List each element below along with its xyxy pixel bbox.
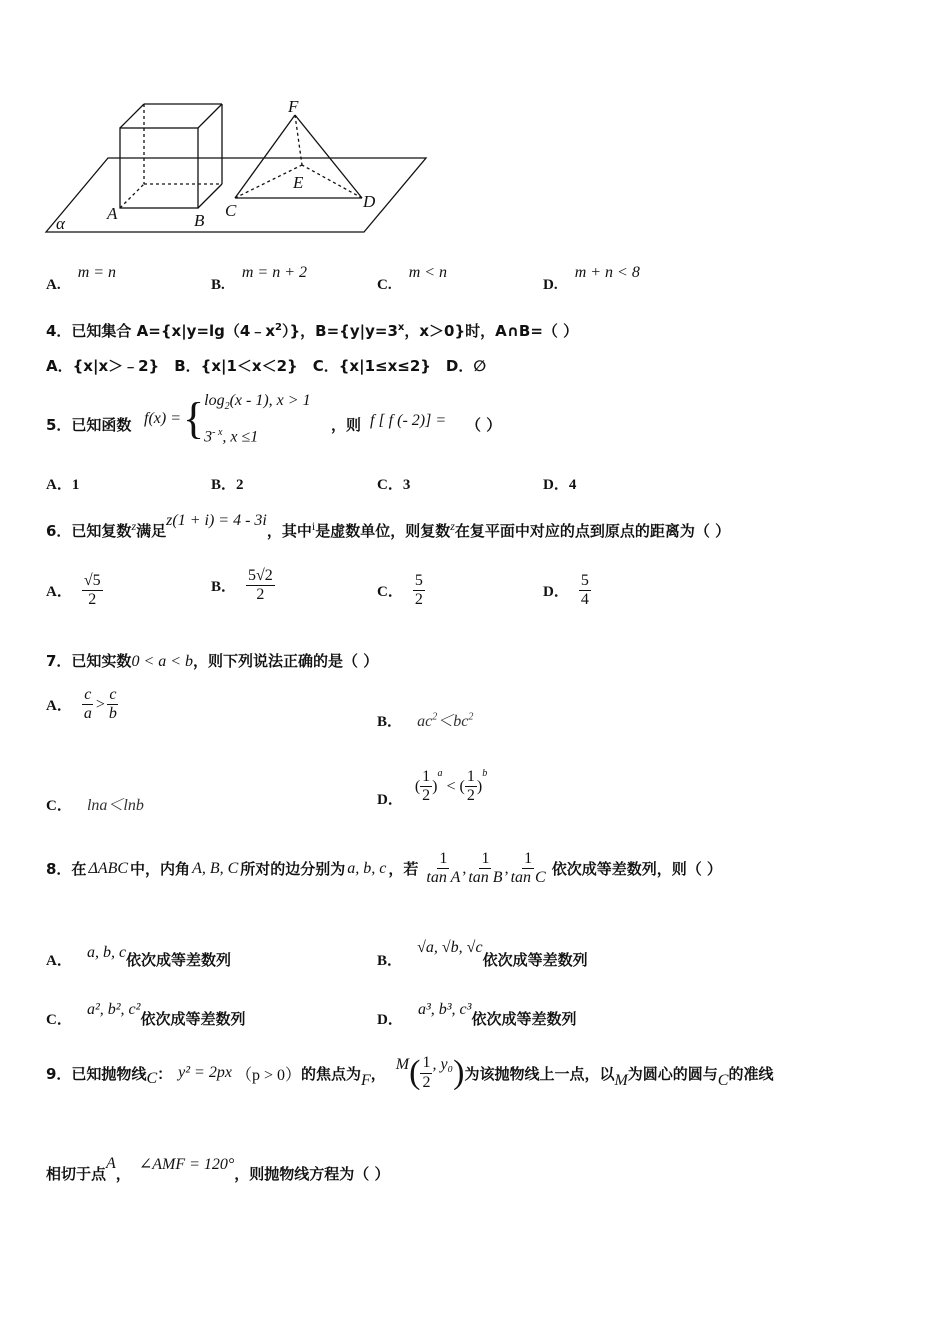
geometry-figure (40, 95, 440, 240)
label-C: C (225, 201, 237, 220)
q7-option-b[interactable]: B． $ac^2<bc^2$ (377, 711, 474, 730)
label-D: D (363, 192, 376, 211)
option-text: m < n (408, 264, 448, 281)
q6-option-a[interactable]: A． $\frac{√5}{2}$ (46, 572, 101, 609)
option-label: B. (211, 277, 225, 293)
q5-option-a[interactable]: A．1 (46, 477, 80, 493)
option-text: m = n + 2 (241, 264, 308, 281)
q6-option-b[interactable]: B． $\frac{5√2}{2}$ (211, 567, 273, 604)
q6-stem: 6．已知复数$^z$满足z(1 + i) = 4 - 3i，其中$^i$是虚数单位，则复数$^z$在复平面中对应的点到原点的距离为（ ） (46, 512, 731, 540)
q6-option-c[interactable]: C． $\frac{5}{2}$ (377, 572, 423, 609)
q7-option-d[interactable]: D． ( $\frac{1}{2}$ ) a < ( $\frac{1}{2}$ ) b (377, 768, 488, 809)
q3-option-c[interactable] (377, 262, 448, 293)
q5-option-d[interactable]: D．4 (543, 477, 577, 493)
q5-stem: 5．已知函数 (46, 416, 132, 434)
label-E: E (293, 173, 304, 192)
q7-option-c[interactable]: C． lna＜lnb (46, 797, 144, 814)
option-text: m + n < 8 (574, 264, 640, 281)
option-label: A. (46, 277, 61, 293)
cube (120, 104, 222, 208)
q5-paren: （ ） (466, 416, 502, 434)
q3-option-d[interactable] (543, 262, 640, 293)
q3-option-a[interactable] (46, 262, 117, 293)
q5-option-b[interactable]: B．2 (211, 477, 244, 493)
q6-option-d[interactable]: D． $\frac{5}{4}$ (543, 572, 589, 609)
q8-stem: 8．在 ΔABC 中，内角 A, B, C 所对的边分别为 a, b, c ，若 $\frac{1}{\text{tan A}}$ , $\frac{1}{\text{tan B}}$ , $\frac{1}{\text{tan C}}$ 依次成等差数列，则（ ） (46, 850, 722, 887)
label-B: B (194, 211, 205, 230)
q7-option-a[interactable]: A． $\frac{c}{a}$ > $\frac{c}{b}$ (46, 686, 117, 723)
option-text: m = n (77, 264, 117, 281)
label-alpha: α (56, 214, 65, 233)
q5-function: f(x) = { $\log_2(x - 1)$, x > 1 $3^{- x}$, x ≤1 (144, 392, 311, 446)
q4-stem: 4．已知集合 $A=\{x|y=\lg(4﹣x^2)\}$，$B=\{y|y=3^x$，x＞0}时，A∩B=（ ） (46, 322, 579, 340)
q8-option-b[interactable]: B． √a, √b, √c依次成等差数列 (377, 939, 588, 969)
q5-then: ，则 (331, 416, 362, 434)
q4-options[interactable]: A．{x|x＞﹣2} B．{x|1＜x＜2} C．{x|1≤x≤2} D．∅ (46, 357, 487, 375)
q5-expression: f [ f (- 2)] = (370, 412, 447, 429)
label-F: F (288, 97, 299, 116)
option-label: C. (377, 277, 392, 293)
q8-option-c[interactable]: C． a², b², c²依次成等差数列 (46, 1001, 246, 1028)
q9-stem-line2: 相切于点 A ， ∠AMF = 120° ，则抛物线方程为（ ） (46, 1154, 390, 1183)
q8-option-a[interactable]: A． a, b, c依次成等差数列 (46, 944, 232, 969)
q9-stem: 9．已知抛物线 C ： y² = 2px （p > 0） 的焦点为 F ， M ( $\frac{1}{2}$ , y₀ ) 为该抛物线上一点，以 M 为圆心的圆与 C 的准线 (46, 1054, 774, 1091)
q7-stem: 7．已知实数0 < a < b，则下列说法正确的是（ ） (46, 652, 379, 670)
q8-option-d[interactable]: D． a³, b³, c³依次成等差数列 (377, 1001, 577, 1028)
q3-option-b[interactable] (211, 262, 308, 293)
option-label: D. (543, 277, 558, 293)
label-A: A (107, 204, 118, 223)
q5-option-c[interactable]: C．3 (377, 477, 411, 493)
